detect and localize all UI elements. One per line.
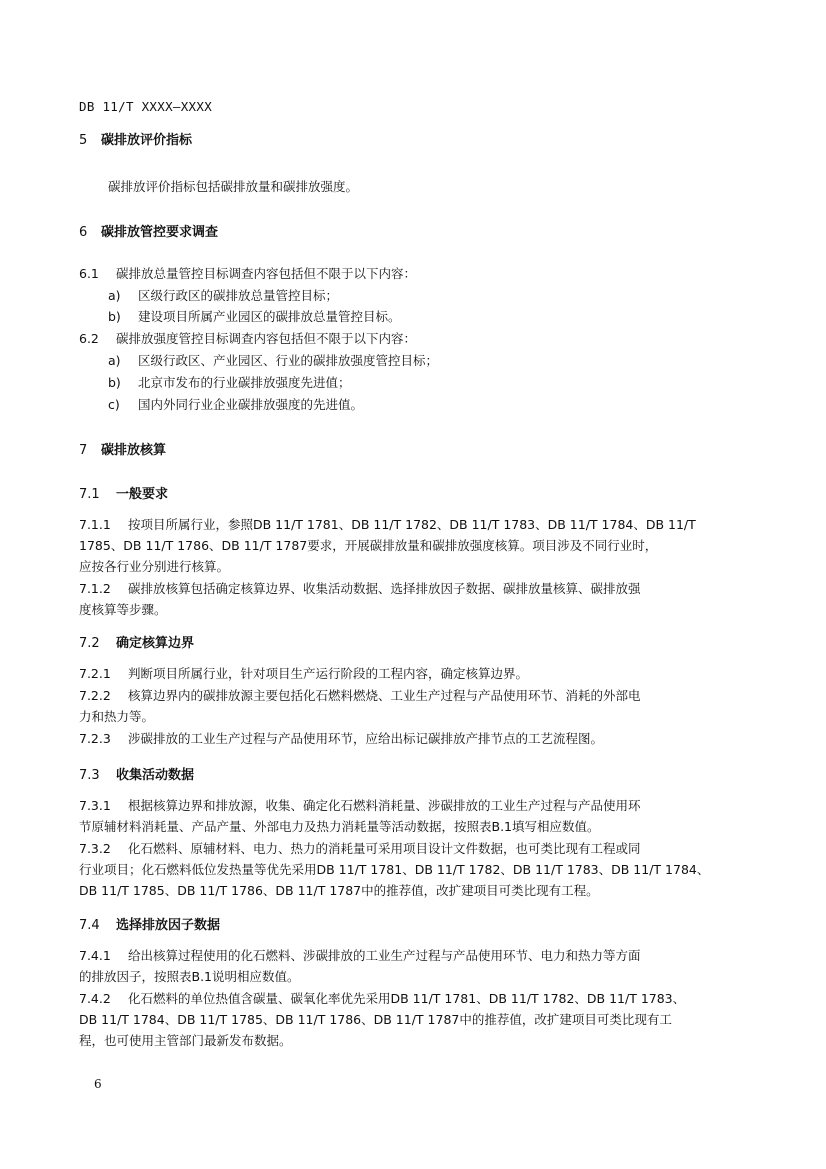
clause-line: 涉碳排放的工业生产过程与产品使用环节，应给出标记碳排放产排节点的工艺流程图。 xyxy=(128,731,604,746)
section-5-heading xyxy=(79,129,192,148)
clause-7-4-2 xyxy=(79,988,733,1051)
list-text: 区级行政区的碳排放总量管控目标； xyxy=(138,288,339,303)
subsection-number: 7.4 xyxy=(79,918,100,933)
clause-7-2-1 xyxy=(79,663,733,684)
clause-number: 7.1.1 xyxy=(79,517,111,532)
clause-line: 化石燃料、原辅材料、电力、热力的消耗量可采用项目设计文件数据，也可类比现有工程或同 xyxy=(128,841,641,856)
section-6-heading xyxy=(79,221,218,240)
clause-line: 按项目所属行业，参照DB 11/T 1781、DB 11/T 1782、DB 11/T 1783、DB 11/T 1784、DB 11/T xyxy=(128,517,696,532)
section-number: 7 xyxy=(79,443,88,458)
section-number: 6 xyxy=(79,225,88,240)
list-item xyxy=(108,351,438,369)
clause-line: DB 11/T 1785、DB 11/T 1786、DB 11/T 1787中的推荐值，改扩建项目可类比现有工程。 xyxy=(79,883,599,898)
subsection-number: 7.2 xyxy=(79,636,100,651)
section-5-body: 碳排放评价指标包括碳排放量和碳排放强度。 xyxy=(108,179,359,194)
list-marker: b) xyxy=(108,375,121,390)
clause-number: 7.2.3 xyxy=(79,731,111,746)
subsection-title: 一般要求 xyxy=(116,487,169,502)
clause-line: 行业项目；化石燃料低位发热量等优先采用DB 11/T 1781、DB 11/T 1782、DB 11/T 1783、DB 11/T 1784、 xyxy=(79,862,710,877)
clause-number: 7.4.1 xyxy=(79,948,111,963)
list-text: 区级行政区、产业园区、行业的碳排放强度管控目标； xyxy=(138,353,439,368)
subsection-7-3-heading xyxy=(79,764,194,783)
clause-line: 给出核算过程使用的化石燃料、涉碳排放的工业生产过程与产品使用环节、电力和热力等方面 xyxy=(128,948,641,963)
clause-line: DB 11/T 1784、DB 11/T 1785、DB 11/T 1786、DB 11/T 1787中的推荐值，改扩建项目可类比现有工 xyxy=(79,1012,672,1027)
clause-line: 应按各行业分别进行核算。 xyxy=(79,559,230,574)
clause-number: 7.2.2 xyxy=(79,688,111,703)
list-text: 建设项目所属产业园区的碳排放总量管控目标。 xyxy=(138,309,401,324)
clause-number: 7.2.1 xyxy=(79,666,111,681)
subsection-7-2-heading xyxy=(79,632,194,651)
subsection-number: 7.3 xyxy=(79,768,100,783)
page-number: 6 xyxy=(94,1077,102,1091)
list-marker: b) xyxy=(108,309,121,324)
list-item xyxy=(108,307,401,325)
clause-number: 7.3.2 xyxy=(79,841,111,856)
subsection-number: 7.1 xyxy=(79,487,100,502)
section-7-heading xyxy=(79,439,166,458)
clause-7-3-1 xyxy=(79,795,733,837)
clause-7-1-1 xyxy=(79,514,733,577)
clause-line: 度核算等步骤。 xyxy=(79,602,167,617)
list-text: 国内外同行业企业碳排放强度的先进值。 xyxy=(138,397,364,412)
list-marker: a) xyxy=(108,288,121,303)
section-number: 5 xyxy=(79,133,88,148)
clause-number: 7.4.2 xyxy=(79,991,111,1006)
clause-number: 6.2 xyxy=(79,331,99,346)
clause-number: 7.3.1 xyxy=(79,798,111,813)
subsection-7-4-heading xyxy=(79,914,220,933)
list-marker: c) xyxy=(108,397,120,412)
clause-7-3-2 xyxy=(79,838,733,901)
clause-text: 碳排放强度管控目标调查内容包括但不限于以下内容： xyxy=(116,331,417,346)
clause-line: 节原辅材料消耗量、产品产量、外部电力及热力消耗量等活动数据，按照表B.1填写相应数值。 xyxy=(79,819,600,834)
clause-line: 的排放因子，按照表B.1说明相应数值。 xyxy=(79,969,300,984)
clause-7-4-1 xyxy=(79,945,733,987)
clause-line: 判断项目所属行业，针对项目生产运行阶段的工程内容，确定核算边界。 xyxy=(128,666,529,681)
list-marker: a) xyxy=(108,353,121,368)
section-title: 碳排放管控要求调查 xyxy=(101,225,219,240)
clause-text: 碳排放总量管控目标调查内容包括但不限于以下内容： xyxy=(116,266,417,281)
clause-line: 根据核算边界和排放源，收集、确定化石燃料消耗量、涉碳排放的工业生产过程与产品使用环 xyxy=(128,798,641,813)
clause-6-1 xyxy=(79,263,733,284)
clause-7-2-2 xyxy=(79,685,733,727)
clause-number: 7.1.2 xyxy=(79,581,111,596)
clause-number: 6.1 xyxy=(79,266,99,281)
subsection-title: 选择排放因子数据 xyxy=(116,918,221,933)
document-code-header: DB 11/T XXXX—XXXX xyxy=(79,99,213,114)
clause-line: 力和热力等。 xyxy=(79,709,155,724)
list-item xyxy=(108,373,351,391)
subsection-title: 确定核算边界 xyxy=(116,636,195,651)
clause-line: 程，也可使用主管部门最新发布数据。 xyxy=(79,1033,292,1048)
section-title: 碳排放评价指标 xyxy=(101,133,193,148)
list-item xyxy=(108,395,363,413)
clause-line: 1785、DB 11/T 1786、DB 11/T 1787要求，开展碳排放量和碳排放强度核算。项目涉及不同行业时， xyxy=(79,538,658,553)
clause-line: 碳排放核算包括确定核算边界、收集活动数据、选择排放因子数据、碳排放量核算、碳排放强 xyxy=(128,581,641,596)
clause-line: 核算边界内的碳排放源主要包括化石燃料燃烧、工业生产过程与产品使用环节、消耗的外部电 xyxy=(128,688,641,703)
list-text: 北京市发布的行业碳排放强度先进值； xyxy=(138,375,351,390)
clause-6-2 xyxy=(79,328,733,349)
section-title: 碳排放核算 xyxy=(101,443,167,458)
clause-line: 化石燃料的单位热值含碳量、碳氧化率优先采用DB 11/T 1781、DB 11/T 1782、DB 11/T 1783、 xyxy=(128,991,686,1006)
clause-7-2-3 xyxy=(79,728,733,749)
list-item xyxy=(108,286,338,304)
subsection-7-1-heading xyxy=(79,483,168,502)
clause-7-1-2 xyxy=(79,578,733,620)
subsection-title: 收集活动数据 xyxy=(116,768,195,783)
